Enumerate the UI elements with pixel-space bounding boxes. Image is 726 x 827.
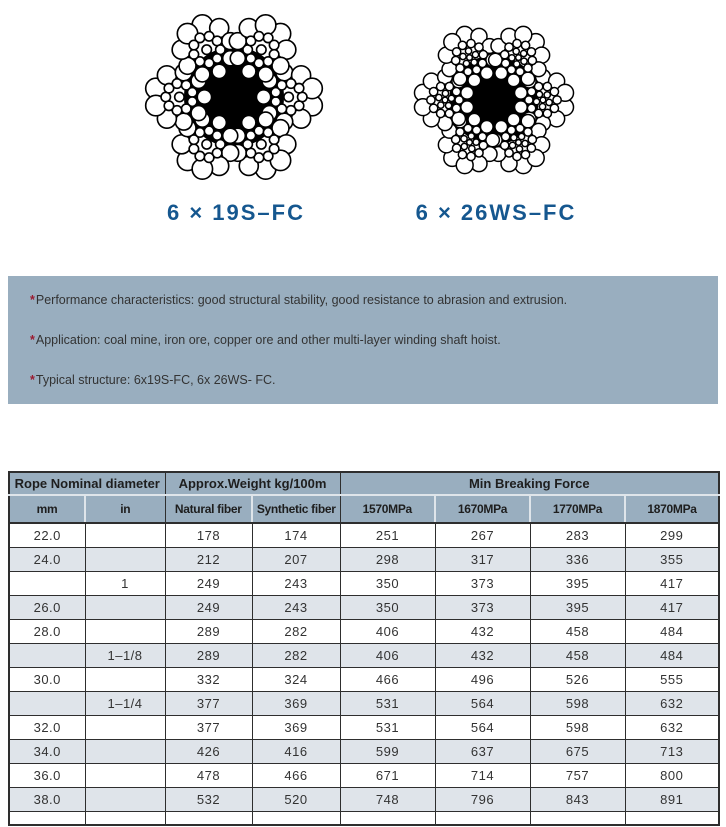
- table-cell: 30.0: [9, 667, 85, 691]
- table-cell: [85, 715, 165, 739]
- table-cell: [9, 571, 85, 595]
- column-header: in: [85, 495, 165, 523]
- table-cell: 336: [530, 547, 625, 571]
- group-header-approx-weight: Approx.Weight kg/100m: [165, 472, 340, 495]
- table-cell: 395: [530, 595, 625, 619]
- table-cell: 478: [165, 763, 252, 787]
- table-cell: 458: [530, 619, 625, 643]
- table-cell: 675: [530, 739, 625, 763]
- table-cell: [530, 811, 625, 825]
- table-cell: [435, 811, 530, 825]
- table-cell: 406: [340, 643, 435, 667]
- table-cell: 373: [435, 571, 530, 595]
- table-cell: 555: [625, 667, 719, 691]
- table-cell: 432: [435, 619, 530, 643]
- column-header: Synthetic fiber: [252, 495, 340, 523]
- table-cell: 282: [252, 619, 340, 643]
- table-row: [9, 739, 719, 763]
- table-row: [9, 643, 719, 667]
- table-cell: 324: [252, 667, 340, 691]
- table-cell: 36.0: [9, 763, 85, 787]
- column-header: 1770MPa: [530, 495, 625, 523]
- table-cell: 207: [252, 547, 340, 571]
- table-cell: 531: [340, 691, 435, 715]
- table-cell: [85, 619, 165, 643]
- table-cell: 526: [530, 667, 625, 691]
- table-cell: 243: [252, 571, 340, 595]
- table-cell: [625, 811, 719, 825]
- table-cell: [85, 667, 165, 691]
- table-cell: 432: [435, 643, 530, 667]
- asterisk: *: [30, 293, 35, 307]
- table-cell: 598: [530, 691, 625, 715]
- table-cell: 564: [435, 715, 530, 739]
- table-cell: 484: [625, 643, 719, 667]
- table-cell: 350: [340, 595, 435, 619]
- rope-cross-section-6x19s-image: [140, 6, 328, 188]
- table-row-partial: [9, 811, 719, 825]
- info-line-performance: [30, 293, 698, 308]
- table-cell: 520: [252, 787, 340, 811]
- info-box: [8, 276, 718, 404]
- table-cell: 632: [625, 715, 719, 739]
- table-cell: [340, 811, 435, 825]
- table-cell: 796: [435, 787, 530, 811]
- table-cell: 458: [530, 643, 625, 667]
- table-row: [9, 667, 719, 691]
- table-cell: 283: [530, 523, 625, 547]
- table-cell: 178: [165, 523, 252, 547]
- table-cell: [85, 547, 165, 571]
- table-sub-header-row: [9, 495, 719, 523]
- table-cell: 496: [435, 667, 530, 691]
- table-cell: 289: [165, 619, 252, 643]
- table-cell: 1–1/8: [85, 643, 165, 667]
- table-cell: 317: [435, 547, 530, 571]
- table-cell: 289: [165, 643, 252, 667]
- group-header-rope-nominal-diameter: Rope Nominal diameter: [9, 472, 165, 495]
- column-header: 1870MPa: [625, 495, 719, 523]
- table-cell: 373: [435, 595, 530, 619]
- table-cell: 800: [625, 763, 719, 787]
- table-cell: 466: [252, 763, 340, 787]
- table-row: [9, 571, 719, 595]
- info-line-application: [30, 333, 698, 348]
- table-cell: 377: [165, 715, 252, 739]
- table-cell: 426: [165, 739, 252, 763]
- rope-diagram-6x26ws: [408, 17, 580, 188]
- table-cell: 671: [340, 763, 435, 787]
- table-cell: 417: [625, 595, 719, 619]
- table-cell: 174: [252, 523, 340, 547]
- rope-cross-section-6x26ws-image: [408, 17, 580, 183]
- column-header: mm: [9, 495, 85, 523]
- spec-table: [8, 471, 720, 826]
- table-cell: 32.0: [9, 715, 85, 739]
- table-cell: [9, 691, 85, 715]
- table-row: [9, 523, 719, 547]
- table-cell: 532: [165, 787, 252, 811]
- table-cell: 212: [165, 547, 252, 571]
- table-cell: [85, 595, 165, 619]
- info-line-text: Typical structure: 6x19S-FC, 6x 26WS- FC.: [35, 373, 276, 387]
- table-cell: 416: [252, 739, 340, 763]
- table-cell: 38.0: [9, 787, 85, 811]
- table-cell: 377: [165, 691, 252, 715]
- info-line-text: Performance characteristics: good structural stability, good resistance to abrasion and extrusion.: [35, 293, 568, 307]
- table-cell: 34.0: [9, 739, 85, 763]
- table-cell: 332: [165, 667, 252, 691]
- table-cell: 843: [530, 787, 625, 811]
- table-cell: 714: [435, 763, 530, 787]
- table-cell: [9, 643, 85, 667]
- table-row: [9, 619, 719, 643]
- table-row: [9, 763, 719, 787]
- table-row: [9, 547, 719, 571]
- table-cell: [85, 811, 165, 825]
- table-cell: 243: [252, 595, 340, 619]
- table-cell: 24.0: [9, 547, 85, 571]
- table-cell: 484: [625, 619, 719, 643]
- table-cell: 417: [625, 571, 719, 595]
- table-cell: [85, 739, 165, 763]
- table-cell: [165, 811, 252, 825]
- table-cell: 466: [340, 667, 435, 691]
- table-cell: 26.0: [9, 595, 85, 619]
- table-cell: 598: [530, 715, 625, 739]
- table-cell: 599: [340, 739, 435, 763]
- rope-diagram-6x19s: [140, 6, 328, 193]
- table-cell: 637: [435, 739, 530, 763]
- table-cell: 249: [165, 595, 252, 619]
- table-cell: 395: [530, 571, 625, 595]
- table-cell: 249: [165, 571, 252, 595]
- table-cell: 1: [85, 571, 165, 595]
- table-cell: [9, 811, 85, 825]
- table-cell: 891: [625, 787, 719, 811]
- table-cell: 369: [252, 715, 340, 739]
- table-row: [9, 595, 719, 619]
- table-cell: 564: [435, 691, 530, 715]
- asterisk: *: [30, 373, 35, 387]
- table-cell: 355: [625, 547, 719, 571]
- table-cell: 299: [625, 523, 719, 547]
- table-row: [9, 715, 719, 739]
- table-cell: 22.0: [9, 523, 85, 547]
- table-cell: 267: [435, 523, 530, 547]
- asterisk: *: [30, 333, 35, 347]
- table-cell: 298: [340, 547, 435, 571]
- table-cell: 406: [340, 619, 435, 643]
- table-row: [9, 787, 719, 811]
- column-header: 1570MPa: [340, 495, 435, 523]
- table-cell: 282: [252, 643, 340, 667]
- info-line-text: Application: coal mine, iron ore, copper ore and other multi-layer winding shaft hoist.: [35, 333, 501, 347]
- table-cell: [85, 787, 165, 811]
- table-cell: 748: [340, 787, 435, 811]
- table-cell: 28.0: [9, 619, 85, 643]
- info-line-structure: [30, 373, 698, 388]
- table-cell: 713: [625, 739, 719, 763]
- table-cell: 632: [625, 691, 719, 715]
- table-row: [9, 691, 719, 715]
- table-cell: 531: [340, 715, 435, 739]
- table-cell: [252, 811, 340, 825]
- table-group-header-row: [9, 472, 719, 495]
- table-cell: 251: [340, 523, 435, 547]
- table-cell: 757: [530, 763, 625, 787]
- table-cell: 369: [252, 691, 340, 715]
- table-cell: [85, 523, 165, 547]
- table-cell: 1–1/4: [85, 691, 165, 715]
- rope-label-6x26ws: 6 × 26WS–FC: [415, 200, 577, 225]
- rope-label-6x19s: 6 × 19S–FC: [166, 200, 305, 225]
- table-cell: [85, 763, 165, 787]
- column-header: Natural fiber: [165, 495, 252, 523]
- table-cell: 350: [340, 571, 435, 595]
- column-header: 1670MPa: [435, 495, 530, 523]
- group-header-min-breaking-force: Min Breaking Force: [340, 472, 719, 495]
